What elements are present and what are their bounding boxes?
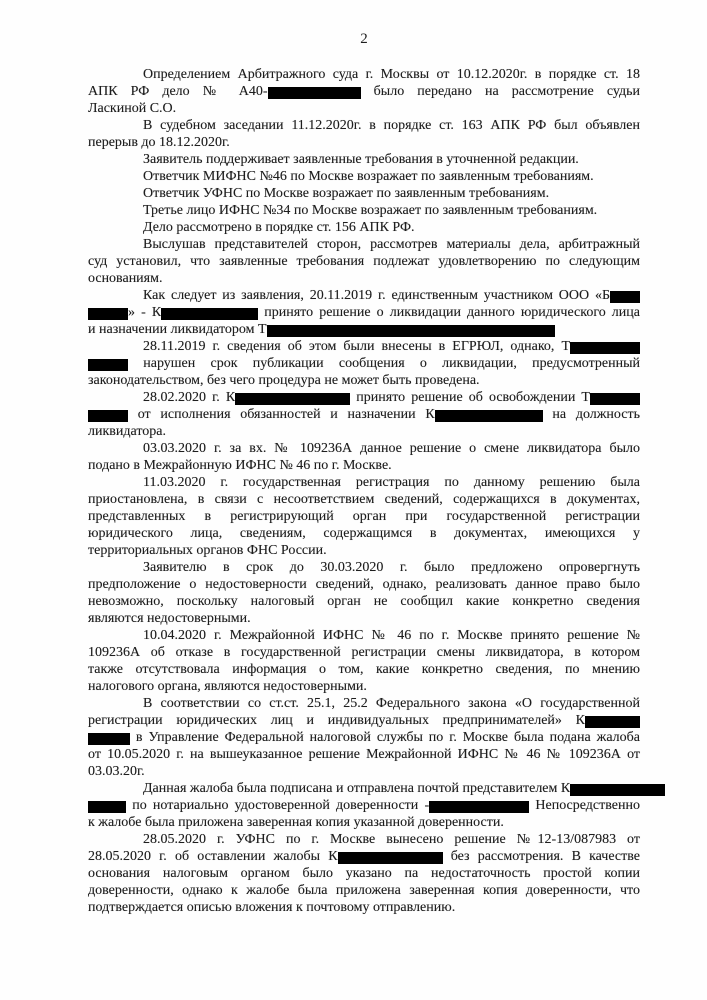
text-segment: 28.05.2020 г. об оставлении жалобы К	[88, 849, 338, 864]
text-line	[88, 899, 640, 916]
text-segment: законодательством, без чего процедура не может быть проведена.	[88, 373, 480, 388]
text-segment: 03.03.2020 г. за вх. № 109236А данное решение о смене ликвидатора было	[143, 441, 640, 456]
text-segment: ликвидатора.	[88, 424, 167, 439]
text-line	[88, 287, 640, 304]
text-segment: перерыв до 18.12.2020г.	[88, 135, 230, 150]
text-line	[88, 168, 640, 185]
text-segment: от 10.05.2020 г. на вышеуказанное решение Межрайонной ИФНС № 46 № 109236А от	[88, 747, 640, 762]
text-segment: Как следует из заявления, 20.11.2019 г. единственным участником ООО «Б	[143, 288, 610, 303]
text-line	[88, 406, 640, 423]
redaction-bar	[161, 308, 258, 320]
text-segment: Ласкиной С.О.	[88, 101, 177, 116]
text-line	[88, 372, 640, 389]
text-line	[88, 304, 640, 321]
redaction-bar	[435, 410, 543, 422]
text-segment: принято решение о ликвидации данного юридического лица	[258, 305, 640, 320]
text-segment: суд установил, что заявленные требования подлежат удовлетворению по следующим	[88, 254, 640, 269]
text-line	[88, 610, 640, 627]
text-segment: и назначении ликвидатором Т	[88, 322, 267, 337]
redaction-bar	[610, 291, 640, 303]
redaction-bar	[338, 852, 443, 864]
text-segment: В соответствии со ст.ст. 25.1, 25.2 Федерального закона «О государственной	[143, 696, 640, 711]
text-segment: АПК РФ дело № А40-	[88, 84, 268, 99]
text-segment: территориальных органов ФНС России.	[88, 543, 327, 558]
text-segment: подано в Межрайонную ИФНС № 46 по г. Москве.	[88, 458, 392, 473]
text-line	[88, 865, 640, 882]
text-line	[88, 134, 640, 151]
text-segment: » - К	[128, 305, 162, 320]
text-segment: 11.03.2020 г. государственная регистрация по данному решению была	[143, 475, 640, 490]
text-line	[88, 355, 640, 372]
text-segment: являются недостоверными.	[88, 611, 251, 626]
text-segment: Ответчик МИФНС №46 по Москве возражает по заявленным требованиям.	[143, 169, 594, 184]
text-segment: 10.04.2020 г. Межрайонной ИФНС № 46 по г. Москве принято решение №	[143, 628, 640, 643]
text-segment: Дело рассмотрено в порядке ст. 156 АПК РФ.	[143, 220, 415, 235]
text-line	[88, 848, 640, 865]
redaction-bar	[570, 342, 640, 354]
text-line	[88, 66, 640, 83]
redaction-bar	[570, 784, 665, 796]
redaction-bar	[585, 716, 640, 728]
text-segment: Непосредственно	[529, 798, 640, 813]
text-segment: 28.11.2019 г. сведения об этом были внесены в ЕГРЮЛ, однако, Т	[143, 339, 570, 354]
document-body	[88, 66, 640, 916]
text-segment: в Управление Федеральной налоговой службы по г. Москве была подана жалоба	[130, 730, 640, 745]
text-segment: представленных в регистрирующий орган при государственной регистрации	[88, 509, 640, 524]
page-number: 2	[360, 31, 368, 47]
text-segment: Заявитель поддерживает заявленные требования в уточненной редакции.	[143, 152, 579, 167]
text-line	[88, 83, 640, 100]
text-line	[88, 508, 640, 525]
text-line	[88, 389, 640, 406]
text-line	[88, 627, 640, 644]
redaction-bar	[88, 359, 128, 371]
redaction-bar	[88, 733, 130, 745]
text-line	[88, 270, 640, 287]
text-segment: регистрации юридических лиц и индивидуальных предпринимателей» К	[88, 713, 585, 728]
redaction-bar	[88, 308, 128, 320]
text-line	[88, 185, 640, 202]
text-segment: нарушен срок публикации сообщения о ликвидации, предусмотренный	[128, 356, 640, 371]
text-line	[88, 678, 640, 695]
redaction-bar	[235, 393, 350, 405]
text-line	[88, 491, 640, 508]
text-line	[88, 100, 640, 117]
text-line	[88, 780, 640, 797]
text-segment: к жалобе была приложена заверенная копия указанной доверенности.	[88, 815, 504, 830]
text-line	[88, 151, 640, 168]
text-line	[88, 695, 640, 712]
text-segment: 28.02.2020 г. К	[143, 390, 236, 405]
text-segment: по нотариально удостоверенной доверенности -	[126, 798, 430, 813]
text-line	[88, 202, 640, 219]
text-segment: Выслушав представителей сторон, рассмотрев материалы дела, арбитражный	[143, 237, 640, 252]
text-line	[88, 542, 640, 559]
text-line	[88, 729, 640, 746]
text-line	[88, 338, 640, 355]
text-line	[88, 236, 640, 253]
text-line	[88, 253, 640, 270]
text-line	[88, 797, 640, 814]
redaction-bar	[88, 801, 126, 813]
text-segment: 28.05.2020 г. УФНС по г. Москве вынесено решение №12-13/087983 от	[143, 832, 640, 847]
text-line	[88, 763, 640, 780]
text-segment: Определением Арбитражного суда г. Москвы от 10.12.2020г. в порядке ст. 18	[143, 67, 640, 82]
text-line	[88, 474, 640, 491]
text-segment: Ответчик УФНС по Москве возражает по заявленным требованиям.	[143, 186, 550, 201]
text-segment: Заявителю в срок до 30.03.2020 г. было предложено опровергнуть	[143, 560, 640, 575]
text-line	[88, 712, 640, 729]
text-line	[88, 814, 640, 831]
text-segment: на должность	[542, 407, 640, 422]
text-segment: подтверждается описью вложения к почтовому отправлению.	[88, 900, 456, 915]
text-segment: юридического лица, сведениям, содержащимся в документах, имеющихся у	[88, 526, 640, 541]
text-segment: 109236А об отказе в государственной регистрации смены ликвидатора, в котором	[88, 645, 640, 660]
text-segment: В судебном заседании 11.12.2020г. в порядке ст. 163 АПК РФ был объявлен	[143, 118, 640, 133]
text-line	[88, 576, 640, 593]
text-line	[88, 746, 640, 763]
text-segment: приостановлена, в связи с несоответствием сведений, содержащихся в документах,	[88, 492, 640, 507]
text-segment: также отсутствовала информация о том, какие конкретно сведения, по мнению	[88, 662, 640, 677]
redaction-bar	[268, 87, 361, 99]
text-segment: 03.03.20г.	[88, 764, 145, 779]
redaction-bar	[429, 801, 529, 813]
text-line	[88, 559, 640, 576]
redaction-bar	[267, 325, 555, 337]
text-line	[88, 457, 640, 474]
text-line	[88, 593, 640, 610]
text-segment: без рассмотрения. В качестве	[442, 849, 640, 864]
text-segment: Данная жалоба была подписана и отправлена почтой представителем К	[143, 781, 571, 796]
text-segment: основаниям.	[88, 271, 163, 286]
text-line	[88, 525, 640, 542]
text-line	[88, 440, 640, 457]
text-line	[88, 219, 640, 236]
text-line	[88, 321, 640, 338]
text-line	[88, 423, 640, 440]
text-segment: от исполнения обязанностей и назначении К	[128, 407, 435, 422]
text-segment: основания налоговым органом было указано па недостаточность простой копии	[88, 866, 640, 881]
text-line	[88, 882, 640, 899]
redaction-bar	[88, 410, 128, 422]
text-line	[88, 831, 640, 848]
text-segment: доверенности, однако к жалобе была приложена заверенная копия доверенности, что	[88, 883, 640, 898]
text-line	[88, 644, 640, 661]
text-segment: было передано на рассмотрение судьи	[360, 84, 641, 99]
text-segment: налогового органа, являются недостоверными.	[88, 679, 367, 694]
text-segment: предположение о недостоверности сведений, однако, реализовать данное право было	[88, 577, 640, 592]
text-line	[88, 117, 640, 134]
text-segment: Третье лицо ИФНС №34 по Москве возражает по заявленным требованиям.	[143, 203, 598, 218]
text-segment: принято решение об освобождении Т	[350, 390, 590, 405]
redaction-bar	[590, 393, 640, 405]
text-line	[88, 661, 640, 678]
text-segment: невозможно, поскольку налоговый орган не сообщил какие конкретно сведения	[88, 594, 640, 609]
